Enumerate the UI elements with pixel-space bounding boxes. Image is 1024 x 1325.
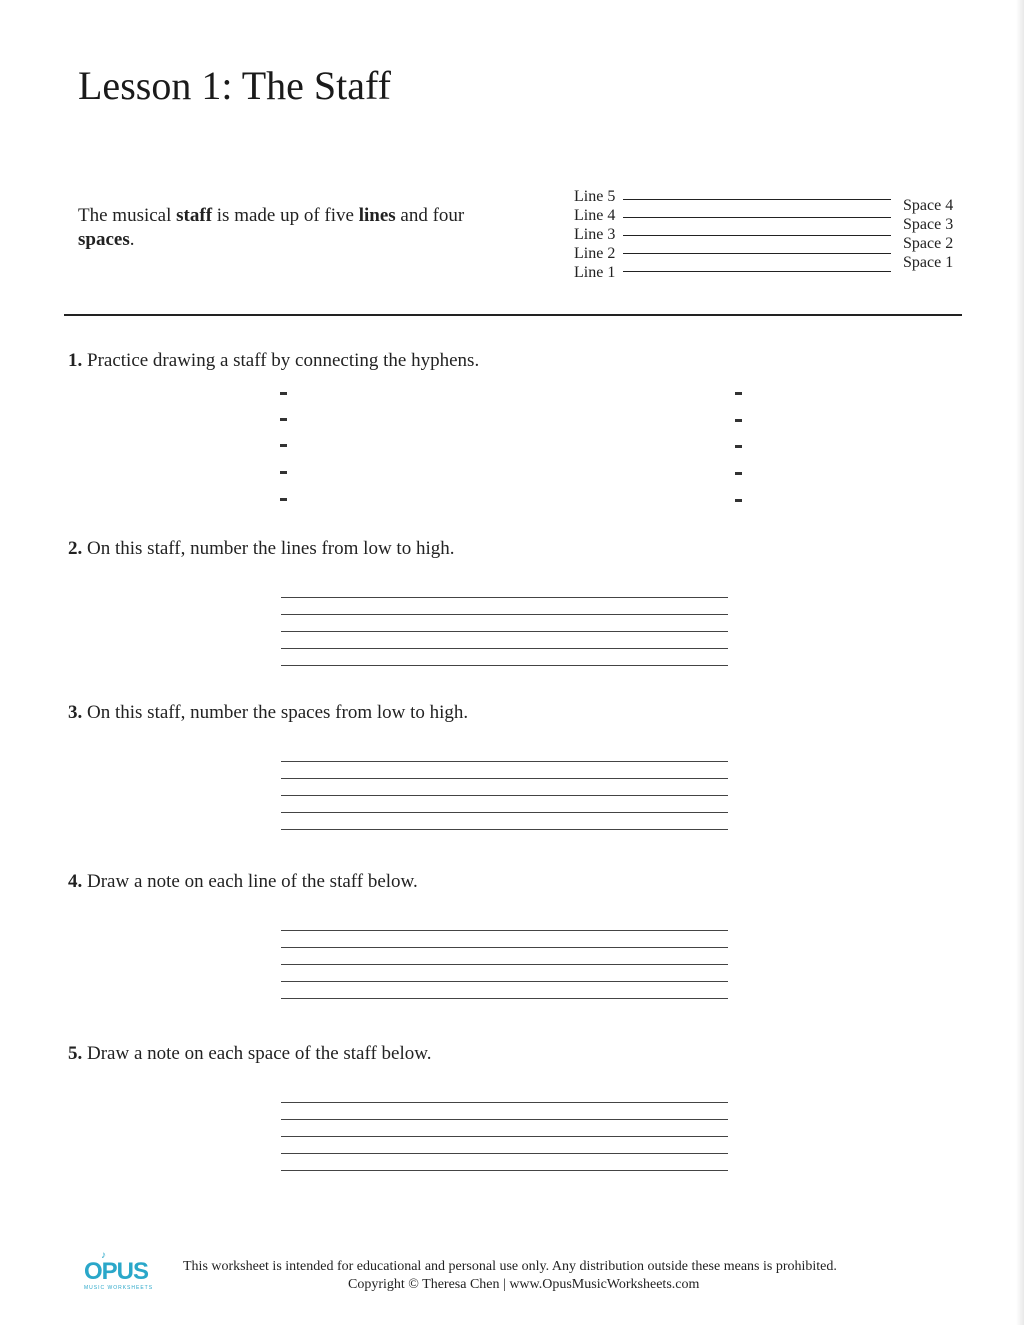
question-text: On this staff, number the lines from low to high. bbox=[82, 538, 455, 559]
hyphen-left bbox=[280, 418, 287, 421]
staff-line bbox=[281, 981, 728, 982]
diagram-staff-line bbox=[623, 271, 891, 272]
term-staff: staff bbox=[176, 205, 213, 226]
space-label-4: Space 4 bbox=[903, 197, 954, 214]
space-label-3: Space 3 bbox=[903, 216, 954, 233]
question-text: Practice drawing a staff by connecting the hyphens. bbox=[82, 350, 480, 371]
line-label-4: Line 4 bbox=[574, 207, 616, 224]
question-1 bbox=[68, 350, 479, 372]
staff-line bbox=[281, 930, 728, 931]
intro-text bbox=[78, 204, 498, 252]
staff-line bbox=[281, 795, 728, 796]
hyphen-right bbox=[735, 499, 742, 502]
question-text: Draw a note on each line of the staff below. bbox=[82, 871, 418, 892]
page-edge-shadow bbox=[1016, 0, 1024, 1325]
question-text: Draw a note on each space of the staff below. bbox=[82, 1043, 432, 1064]
diagram-staff-line bbox=[623, 235, 891, 236]
question-number: 1. bbox=[68, 350, 83, 371]
staff-line bbox=[281, 964, 728, 965]
term-spaces: spaces bbox=[78, 229, 130, 250]
staff-line bbox=[281, 648, 728, 649]
space-label-1: Space 1 bbox=[903, 254, 954, 271]
question-4 bbox=[68, 871, 418, 893]
footer-copyright: Copyright © Theresa Chen | www.OpusMusicWorksheets.com bbox=[348, 1277, 700, 1292]
hyphen-left bbox=[280, 498, 287, 501]
question-text: On this staff, number the spaces from low to high. bbox=[82, 702, 469, 723]
hyphen-left bbox=[280, 392, 287, 395]
question-2 bbox=[68, 538, 454, 560]
staff-line bbox=[281, 1153, 728, 1154]
diagram-staff-line bbox=[623, 199, 891, 200]
line-label-2: Line 2 bbox=[574, 245, 616, 262]
section-divider bbox=[64, 314, 962, 316]
staff-line bbox=[281, 1119, 728, 1120]
question-number: 2. bbox=[68, 538, 83, 559]
logo-subtitle: MUSIC WORKSHEETS bbox=[84, 1285, 154, 1291]
space-label-2: Space 2 bbox=[903, 235, 954, 252]
music-note-icon: ♪ bbox=[101, 1250, 106, 1261]
diagram-staff-line bbox=[623, 217, 891, 218]
term-lines: lines bbox=[358, 205, 396, 226]
question-3 bbox=[68, 702, 468, 724]
staff-line bbox=[281, 631, 728, 632]
staff-line bbox=[281, 829, 728, 830]
intro-text-part: is made up of five bbox=[212, 205, 359, 226]
hyphen-right bbox=[735, 445, 742, 448]
hyphen-right bbox=[735, 472, 742, 475]
staff-line bbox=[281, 812, 728, 813]
staff-line bbox=[281, 1170, 728, 1171]
staff-line bbox=[281, 614, 728, 615]
staff-line bbox=[281, 761, 728, 762]
intro-text-part: . bbox=[129, 229, 135, 250]
question-5 bbox=[68, 1043, 432, 1065]
staff-line bbox=[281, 998, 728, 999]
logo-wordmark: OPUS bbox=[84, 1258, 149, 1285]
staff-line bbox=[281, 947, 728, 948]
question-number: 3. bbox=[68, 702, 83, 723]
hyphen-right bbox=[735, 392, 742, 395]
diagram-staff-line bbox=[623, 253, 891, 254]
intro-text-part: and four bbox=[395, 205, 465, 226]
hyphen-left bbox=[280, 471, 287, 474]
page-title: Lesson 1: The Staff bbox=[78, 63, 391, 108]
line-label-1: Line 1 bbox=[574, 264, 616, 281]
line-label-3: Line 3 bbox=[574, 226, 616, 243]
staff-line bbox=[281, 778, 728, 779]
question-number: 4. bbox=[68, 871, 83, 892]
staff-line bbox=[281, 1102, 728, 1103]
footer-notice: This worksheet is intended for educational and personal use only. Any distribution outside these means is prohibited. bbox=[183, 1259, 837, 1274]
hyphen-left bbox=[280, 444, 287, 447]
staff-line bbox=[281, 597, 728, 598]
hyphen-right bbox=[735, 419, 742, 422]
staff-line bbox=[281, 1136, 728, 1137]
question-number: 5. bbox=[68, 1043, 83, 1064]
staff-line bbox=[281, 665, 728, 666]
line-label-5: Line 5 bbox=[574, 188, 616, 205]
intro-text-part: The musical bbox=[78, 205, 177, 226]
